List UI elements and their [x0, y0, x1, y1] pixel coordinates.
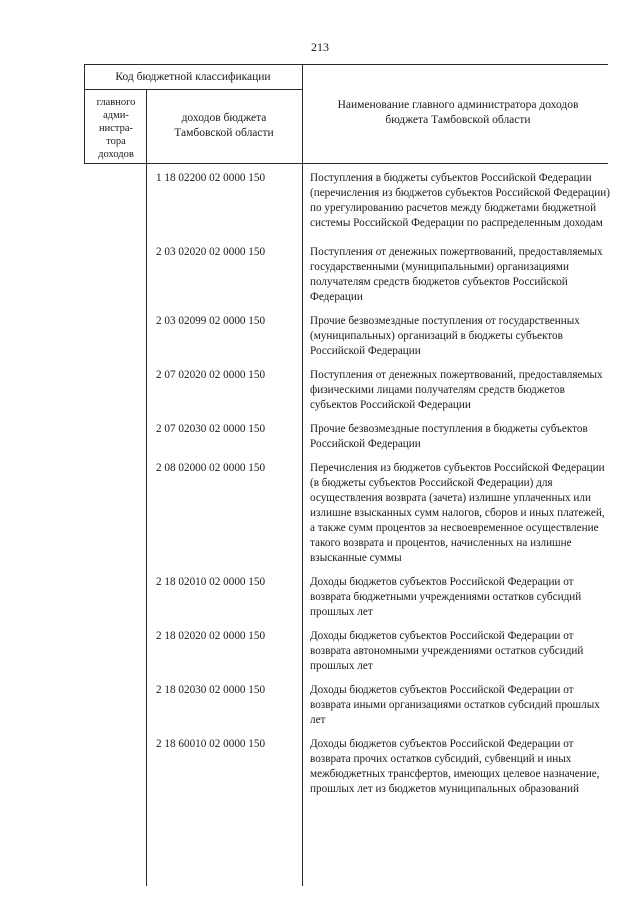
income-name: Доходы бюджетов субъектов Российской Федерации от возврата бюджетными учреждениями остатков субсидий прошлых лет	[310, 576, 582, 618]
income-code: 2 07 02020 02 0000 150	[156, 369, 266, 381]
table-row	[0, 737, 640, 797]
income-name: Доходы бюджетов субъектов Российской Федерации от возврата иными организациями остатков субсидий прошлых лет	[310, 684, 600, 726]
income-name: Поступления от денежных пожертвований, предоставляемых физическими лицами получателям средств бюджетов субъектов Российской Федерации	[310, 369, 603, 411]
header-col-admin: главного адми- нистра- тора доходов	[96, 97, 136, 160]
income-name: Доходы бюджетов субъектов Российской Федерации от возврата прочих остатков субсидий, субвенций и иных межбюджетных трансфертов, имеющих целевое назначение, прошлых лет из бюджетов муниципальных образований	[310, 738, 600, 795]
income-name: Поступления в бюджеты субъектов Российской Федерации (перечисления из бюджетов субъектов Российской Федерации) по урегулированию расчетов между бюджетами бюджетной системы Российской Федерации по распределенным доходам	[310, 172, 610, 229]
income-code: 2 18 60010 02 0000 150	[156, 738, 266, 750]
table-row	[0, 575, 640, 620]
income-code: 2 18 02020 02 0000 150	[156, 630, 266, 642]
income-name: Прочие безвозмездные поступления в бюджеты субъектов Российской Федерации	[310, 423, 588, 450]
table-row	[0, 245, 640, 305]
header-group-title: Код бюджетной классификации	[115, 71, 271, 83]
table-row	[0, 368, 640, 413]
income-name: Прочие безвозмездные поступления от государственных (муниципальных) организаций в бюджеты субъектов Российской Федерации	[310, 315, 580, 357]
header-col-income: доходов бюджета Тамбовской области	[174, 112, 274, 139]
income-code: 1 18 02200 02 0000 150	[156, 172, 266, 184]
income-name: Доходы бюджетов субъектов Российской Федерации от возврата автономными учреждениями остатков субсидий прошлых лет	[310, 630, 584, 672]
group-header-rule	[84, 89, 302, 90]
table-row	[0, 171, 640, 231]
table-row	[0, 422, 640, 452]
table-row	[0, 683, 640, 728]
income-code: 2 08 02000 02 0000 150	[156, 462, 266, 474]
table-row	[0, 629, 640, 674]
header-col-name: Наименование главного администратора доходов бюджета Тамбовской области	[337, 99, 579, 126]
table-row	[0, 314, 640, 359]
income-code: 2 18 02030 02 0000 150	[156, 684, 266, 696]
income-code: 2 03 02020 02 0000 150	[156, 246, 266, 258]
header-bottom-rule	[84, 163, 608, 164]
page-number: 213	[311, 40, 329, 54]
income-code: 2 18 02010 02 0000 150	[156, 576, 266, 588]
table-top-rule	[84, 64, 608, 65]
table-row	[0, 461, 640, 566]
income-code: 2 07 02030 02 0000 150	[156, 423, 266, 435]
table-body	[0, 171, 640, 806]
income-name: Перечисления из бюджетов субъектов Российской Федерации (в бюджеты субъектов Российской Федерации) для осуществления возврата (зачета) излишне уплаченных или излишне взысканных сумм налогов, сборов и иных платежей, а также сумм процентов за несвоевременное осуществление такого возврата и процентов, начисленных на излишне взысканные суммы	[310, 462, 605, 564]
income-code: 2 03 02099 02 0000 150	[156, 315, 266, 327]
income-name: Поступления от денежных пожертвований, предоставляемых государственными (муниципальными) организациями получателям средств бюджетов субъектов Российской Федерации	[310, 246, 603, 303]
left-border	[84, 64, 85, 163]
